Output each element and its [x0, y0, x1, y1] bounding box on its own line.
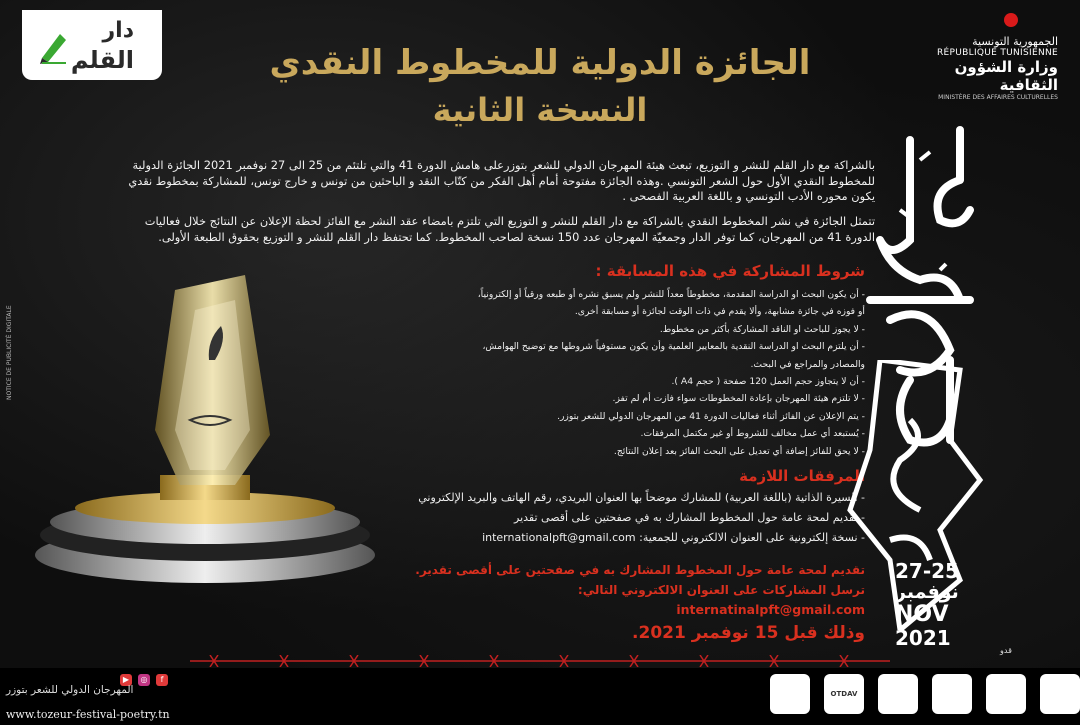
intro-paragraph-1: بالشراكة مع دار القلم للنشر و التوزيع، تبعث هيئة المهرجان الدولي للشعر بتوزرعلى هامش الدورة 41 والتي تلتئم من 25 الى 27 نوفمبر 2021 الجائزة الدولية للمخطوط النقدي الأول حول الشعر التونسي .وهذه الجائزة مفتوحة أمام أهل الفكر من كتّاب النقد و الباحثين من تونس و خارج تونس، للمشاركة بمخطوط نقدي يكون محوره الأدب التونسي و باللغة العربية الفصحى . [128, 158, 875, 203]
ministry-line3: وزارة الشؤون الثقافية [954, 58, 1058, 94]
festival-month-ar: نوفمبر [895, 581, 959, 603]
ministry-logo [928, 12, 1058, 101]
condition-item: - أن يكون البحث او الدراسة المقدمة، مخطوطاً معداً للنشر ولم يسبق نشره أو طبعه ورقياً أو إلكترونياً، [477, 289, 865, 300]
condition-item: - يُستبعد أي عمل مخالف للشروط أو غير مكتمل المرفقات. [640, 428, 865, 440]
youtube-icon[interactable]: ▶ [120, 674, 132, 686]
footer-facebook-name: المهرجان الدولي للشعر بتوزر [6, 684, 134, 696]
attachments-heading: المرفقات اللازمة [739, 467, 865, 485]
intro-paragraph-2: تتمثل الجائزة في نشر المخطوط النقدي بالشراكة مع دار القلم للنشر و التوزيع التي تلتزم بامضاء عقد النشر مع الفائز لحظة الإعلان عن النتائج خلال فعاليات الدورة 41 من المهرجان، كما توفر الدار وجمعيّة المهرجان عدد 150 نسخة لصاحب المخطوط. كما تحتفظ دار القلم للنشر و التوزيع بحقوق الطبعة الأولى. [144, 214, 875, 244]
festival-year: 2021 [895, 626, 951, 650]
side-label: NOTICE DE PUBLICITÉ DIGITALE [6, 305, 13, 400]
festival-month-en: NOV [895, 602, 949, 627]
conditions-heading: شروط المشاركة في هذه المسابقة : [595, 262, 865, 280]
attachment-item: - تقديم لمحة عامة حول المخطوط المشارك به في صفحتين على أقصى تقدير [514, 511, 865, 524]
sponsor-logo [770, 674, 810, 714]
condition-item: أو فوزه في جائزة مشابهة، وألا يقدم في ذات الوقت لجائزة أو مسابقة أخرى. [574, 306, 865, 318]
title-line2: النسخة الثانية [432, 91, 648, 129]
ministry-line2: RÉPUBLIQUE TUNISIENNE [937, 48, 1058, 58]
pen-icon [38, 26, 70, 64]
condition-item: - أن لا يتجاوز حجم العمل 120 صفحة ( حجم A4 ). [671, 376, 865, 388]
highlight-line1: تقديم لمحة عامة حول المخطوط المشارك به في صفحتين على أقصى تقدير. [415, 563, 865, 577]
facebook-icon[interactable]: f [156, 674, 168, 686]
sponsor-logo-otdav: OTDAV [824, 674, 864, 714]
festival-days: 27-25 [895, 559, 959, 583]
instagram-icon[interactable]: ◎ [138, 674, 150, 686]
condition-item: - أن يلتزم البحث او الدراسة النقدية بالمعايير العلمية وأن يكون مستوفياً شروطها مع توضيح الهوامش، [482, 341, 865, 353]
deadline-text: وذلك قبل 15 نوفمبر 2021. [632, 623, 865, 643]
condition-item: والمصادر والمراجع في البحث. [750, 358, 865, 370]
publisher-logo-word2: القلم [70, 46, 134, 74]
ministry-line4: MINISTÈRE DES AFFAIRES CULTURELLES [938, 94, 1058, 101]
page-title [220, 42, 860, 130]
publisher-logo [22, 10, 162, 80]
condition-item: - لا تلتزم هيئة المهرجان بإعادة المخطوطات سواء فازت أم لم تفز. [612, 393, 865, 405]
submission-email-link[interactable]: internatinalpft@gmail.com [676, 602, 865, 617]
conditions-list [415, 286, 865, 460]
sponsor-logo [986, 674, 1026, 714]
tunisia-flag-icon [1004, 13, 1018, 27]
condition-item: - لا يجوز للباحث او الناقد المشاركة بأكثر من مخطوط. [659, 323, 865, 335]
sponsor-logo [1040, 674, 1080, 714]
artist-signature: قدو [1000, 646, 1012, 655]
submission-highlight [305, 560, 865, 646]
highlight-line2: ترسل المشاركات على العنوان الالكتروني التالي: [577, 583, 865, 597]
sponsor-logos [770, 674, 1080, 714]
title-line1: الجائزة الدولية للمخطوط النقدي [269, 43, 811, 83]
trophy-illustration [20, 270, 390, 590]
ministry-line1: الجمهورية التونسية [972, 35, 1058, 48]
sponsor-logo [878, 674, 918, 714]
barbed-wire-divider [190, 655, 890, 667]
festival-dates [895, 560, 985, 649]
publisher-logo-word1: دار [102, 18, 134, 43]
attachments-list [345, 488, 865, 548]
footer [0, 668, 1080, 725]
condition-item: - لا يحق للفائز إضافة أي تعديل على البحث الفائز بعد إعلان النتائج. [613, 445, 865, 457]
attachment-item: - السيرة الذاتية (باللغة العربية) للمشارك موضحاً بها العنوان البريدي، رقم الهاتف والبريد الإلكتروني [418, 491, 865, 504]
sponsor-logo [932, 674, 972, 714]
footer-website-link[interactable]: www.tozeur-festival-poetry.tn [6, 708, 170, 721]
condition-item: - يتم الإعلان عن الفائز أثناء فعاليات الدورة 41 من المهرجان الدولي للشعر بتوزر. [557, 410, 865, 422]
attachment-item: - نسخة إلكترونية على العنوان الالكتروني للجمعية: internationalpft@gmail.com [482, 531, 865, 544]
